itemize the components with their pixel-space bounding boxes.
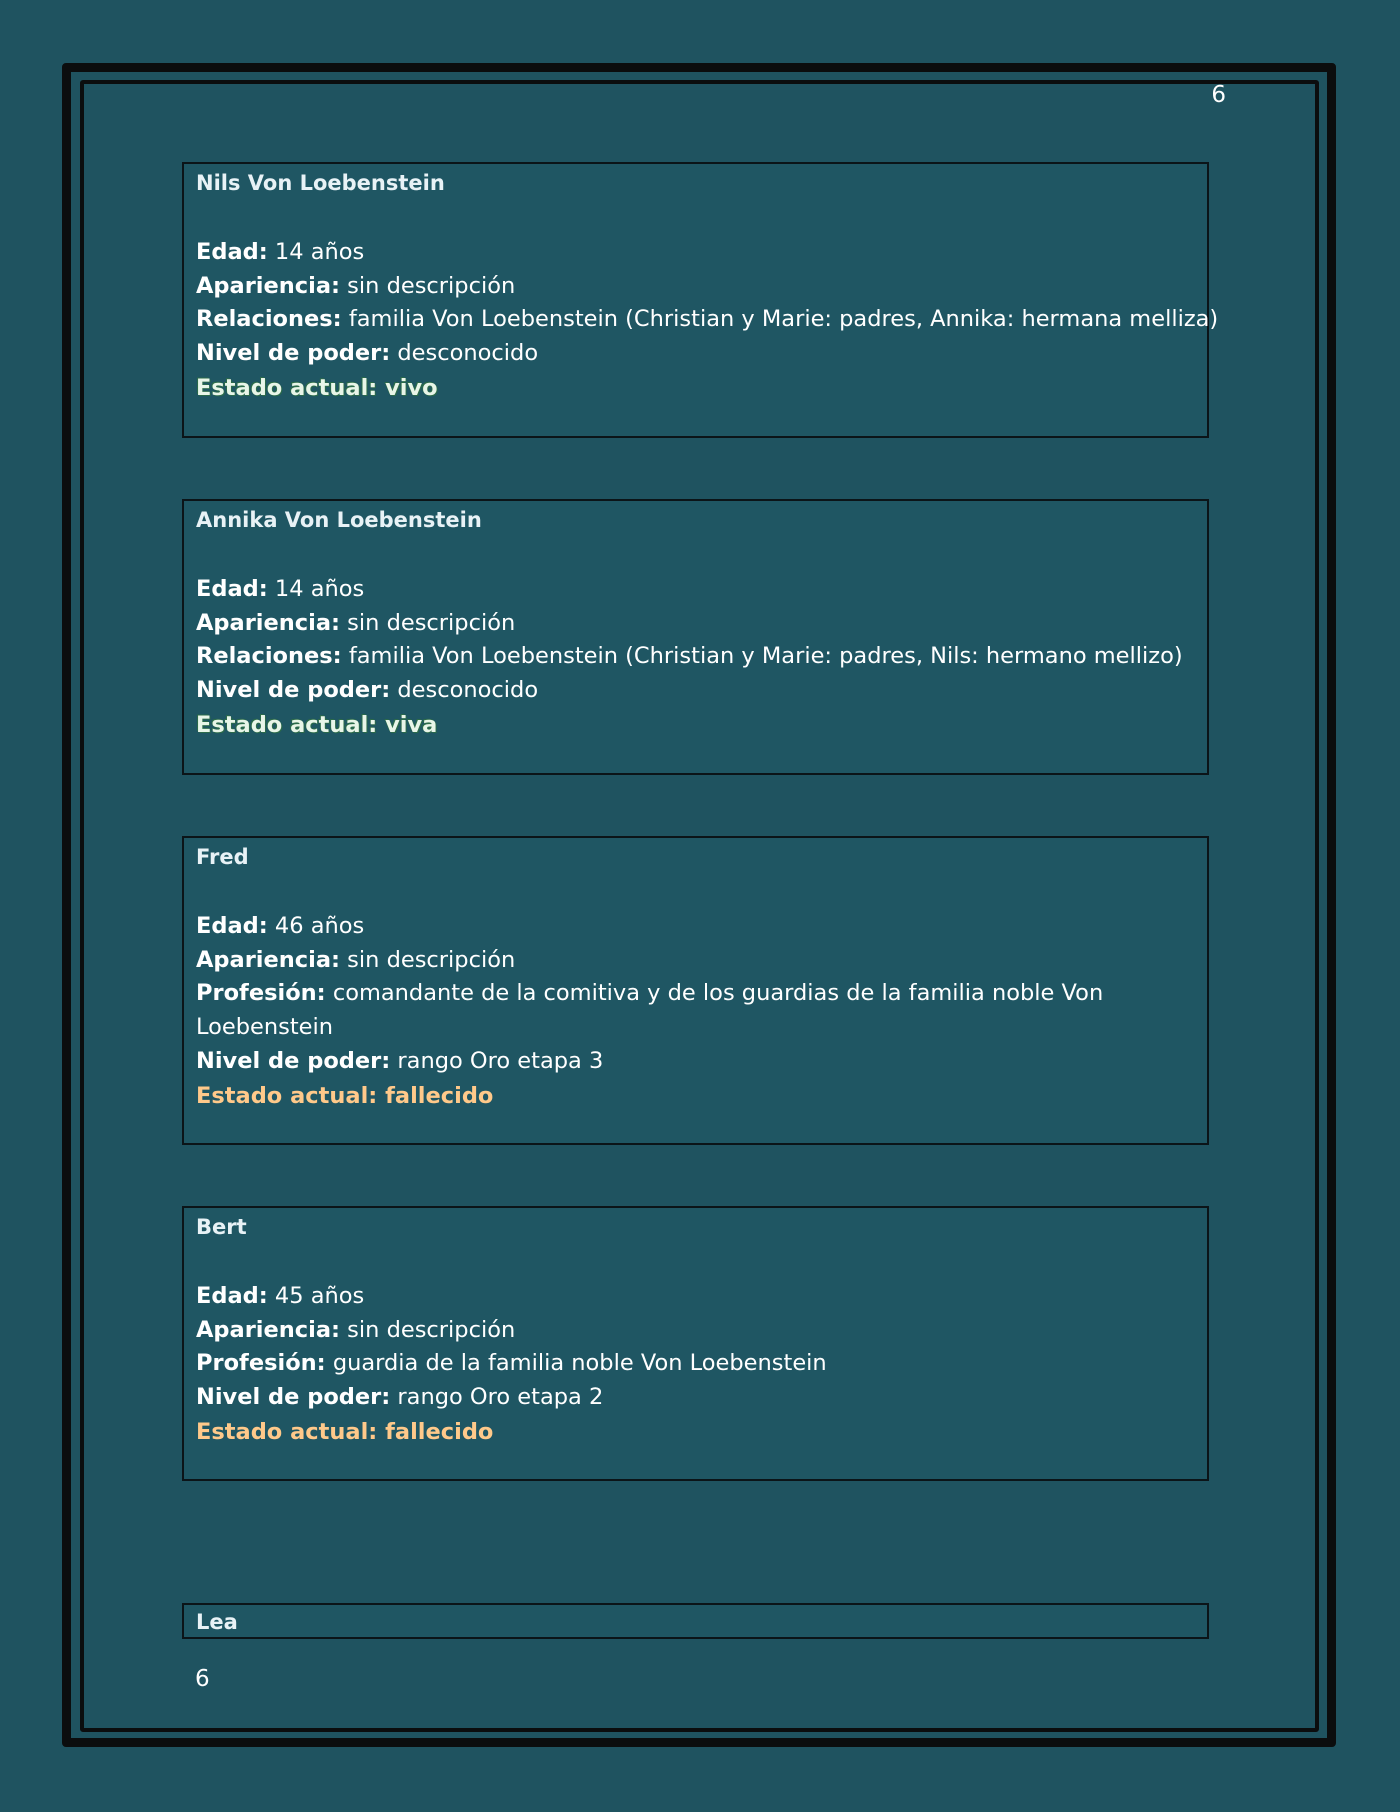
profession-line: Profesión: comandante de la comitiva y de los guardias de la familia noble Von Loebenstein bbox=[196, 980, 1104, 1041]
page-number-bottom: 6 bbox=[195, 1666, 210, 1692]
status-line: Estado actual: vivo bbox=[196, 374, 438, 401]
character-card-fred bbox=[182, 836, 1209, 1145]
character-card-lea bbox=[182, 1603, 1209, 1639]
power-level-line: Nivel de poder: desconocido bbox=[196, 677, 539, 704]
character-name: Nils Von Loebenstein bbox=[196, 171, 445, 195]
appearance-line: Apariencia: sin descripción bbox=[196, 1316, 516, 1343]
age-line: Edad: 14 años bbox=[196, 239, 365, 265]
character-name: Fred bbox=[196, 845, 249, 869]
power-level-line: Nivel de poder: desconocido bbox=[196, 340, 539, 367]
status-line: Estado actual: viva bbox=[196, 711, 438, 738]
profession-line: Profesión: guardia de la familia noble Von Loebenstein bbox=[196, 1350, 827, 1377]
appearance-line: Apariencia: sin descripción bbox=[196, 609, 516, 636]
status-line: Estado actual: fallecido bbox=[196, 1418, 494, 1445]
power-level-line: Nivel de poder: rango Oro etapa 2 bbox=[196, 1384, 604, 1411]
age-line: Edad: 14 años bbox=[196, 576, 365, 602]
status-line: Estado actual: fallecido bbox=[196, 1082, 494, 1109]
character-card-nils bbox=[182, 162, 1219, 438]
power-level-line: Nivel de poder: rango Oro etapa 3 bbox=[196, 1047, 604, 1074]
age-line: Edad: 45 años bbox=[196, 1283, 365, 1309]
character-name: Lea bbox=[196, 1610, 238, 1634]
appearance-line: Apariencia: sin descripción bbox=[196, 272, 516, 299]
page-number-top: 6 bbox=[1211, 82, 1226, 108]
character-name: Annika Von Loebenstein bbox=[196, 508, 482, 532]
age-line: Edad: 46 años bbox=[196, 913, 365, 939]
character-card-bert bbox=[182, 1206, 1209, 1481]
relations-line: Relaciones: familia Von Loebenstein (Christian y Marie: padres, Annika: hermana melliza) bbox=[196, 306, 1219, 333]
character-name: Bert bbox=[196, 1215, 247, 1239]
appearance-line: Apariencia: sin descripción bbox=[196, 946, 516, 973]
character-card-annika bbox=[182, 499, 1209, 775]
relations-line: Relaciones: familia Von Loebenstein (Christian y Marie: padres, Nils: hermano mellizo) bbox=[196, 643, 1183, 670]
